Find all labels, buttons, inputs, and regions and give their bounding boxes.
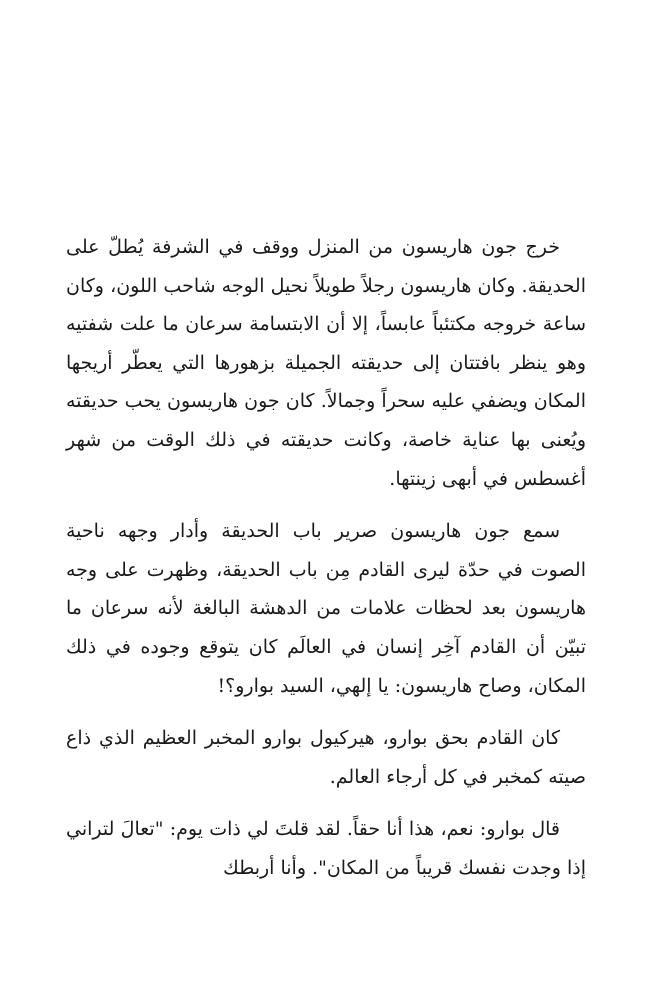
paragraph-1: خرج جون هاريسون من المنزل ووقف في الشرفة يُطلّ على الحديقة. وكان هاريسون رجلاً طويلاً نحيل الوجه شاحب اللون، وكان ساعة خروجه مكتئباً عابساً، إلا أن الابتسامة سرعان ما علت شفتيه وهو ينظر بافتتان إلى حديقته الجميلة بزهورها التي يعطّر أريجها المكان ويضفي عليه سحراً وجمالاً. كان جون هاريسون يحب حديقته ويُعنى بها عناية خاصة، وكانت حديقته في ذلك الوقت من شهر أغسطس في أبهى زينتها. [66,236,586,490]
paragraph-3: كان القادم بحق بوارو، هيركيول بوارو المخبر العظيم الذي ذاع صيته كمخبر في كل أرجاء العالم. [66,727,586,788]
paragraph-4: قال بوارو: نعم، هذا أنا حقاً. لقد قلتَ لي ذات يوم: "تعالَ لتراني إذا وجدت نفسك قريباً من المكان". وأنا أربطك [66,818,586,879]
body-text [66,228,586,902]
paragraph-2: سمع جون هاريسون صرير باب الحديقة وأدار وجهه ناحية الصوت في حدّة ليرى القادم مِن باب الحديقة، وظهرت على وجه هاريسون بعد لحظات علامات من الدهشة البالغة لأنه سرعان ما تبيّن أن القادم آخِر إنسان في العالَم كان يتوقع وجوده في ذلك المكان، وصاح هاريسون: يا إلهي، السيد بوارو؟! [66,520,586,697]
